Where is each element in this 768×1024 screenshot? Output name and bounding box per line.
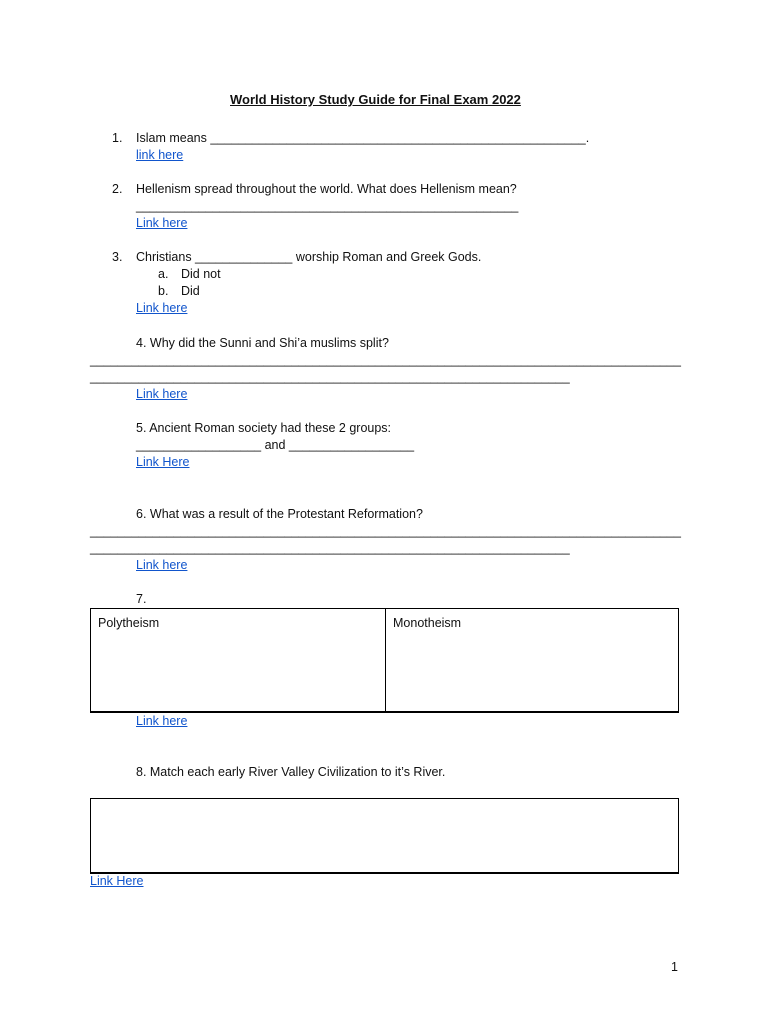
- q8-text: 8. Match each early River Valley Civilization to it’s River.: [136, 765, 446, 779]
- q6-answer-blank-1: _____________________________________________________________________________________: [90, 524, 681, 538]
- q4-answer-blank-1: _____________________________________________________________________________________: [90, 353, 681, 367]
- q8-link[interactable]: Link Here: [90, 874, 144, 888]
- q2-text: Hellenism spread throughout the world. What does Hellenism mean?: [136, 182, 517, 196]
- q3-option-a: Did not: [181, 267, 221, 281]
- q3-link[interactable]: Link here: [136, 301, 188, 315]
- q5-text: 5. Ancient Roman society had these 2 groups:: [136, 421, 392, 435]
- q5-answer-blanks: __________________ and __________________: [136, 438, 415, 452]
- q6-text: 6. What was a result of the Protestant Reformation?: [136, 507, 423, 521]
- document-title: World History Study Guide for Final Exam 2022: [230, 92, 521, 107]
- q7-comparison-table: [90, 608, 679, 713]
- q3-option-b-marker: b.: [158, 284, 169, 298]
- q1-link[interactable]: link here: [136, 148, 184, 162]
- page-number: 1: [671, 960, 678, 974]
- q4-link[interactable]: Link here: [136, 387, 188, 401]
- q8-answer-box[interactable]: [90, 798, 679, 874]
- q2-answer-blank: _______________________________________________________: [136, 199, 519, 213]
- q5-link[interactable]: Link Here: [136, 455, 190, 469]
- q3-text: Christians ______________ worship Roman and Greek Gods.: [136, 250, 482, 264]
- q1-text: Islam means ______________________________________________________.: [136, 131, 590, 145]
- q2-number: 2.: [112, 182, 123, 196]
- q6-answer-blank-2: _____________________________________________________________________: [90, 541, 570, 555]
- polytheism-header: Polytheism: [98, 616, 160, 630]
- q7-link[interactable]: Link here: [136, 714, 188, 728]
- q1-number: 1.: [112, 131, 123, 145]
- q4-answer-blank-2: _____________________________________________________________________: [90, 370, 570, 384]
- q3-option-a-marker: a.: [158, 267, 169, 281]
- q4-text: 4. Why did the Sunni and Shi’a muslims split?: [136, 336, 389, 350]
- q2-link[interactable]: Link here: [136, 216, 188, 230]
- polytheism-cell[interactable]: [91, 609, 385, 711]
- q7-number: 7.: [136, 592, 147, 606]
- monotheism-header: Monotheism: [393, 616, 462, 630]
- q3-option-b: Did: [181, 284, 200, 298]
- q6-link[interactable]: Link here: [136, 558, 188, 572]
- monotheism-cell[interactable]: [386, 609, 678, 711]
- q3-number: 3.: [112, 250, 123, 264]
